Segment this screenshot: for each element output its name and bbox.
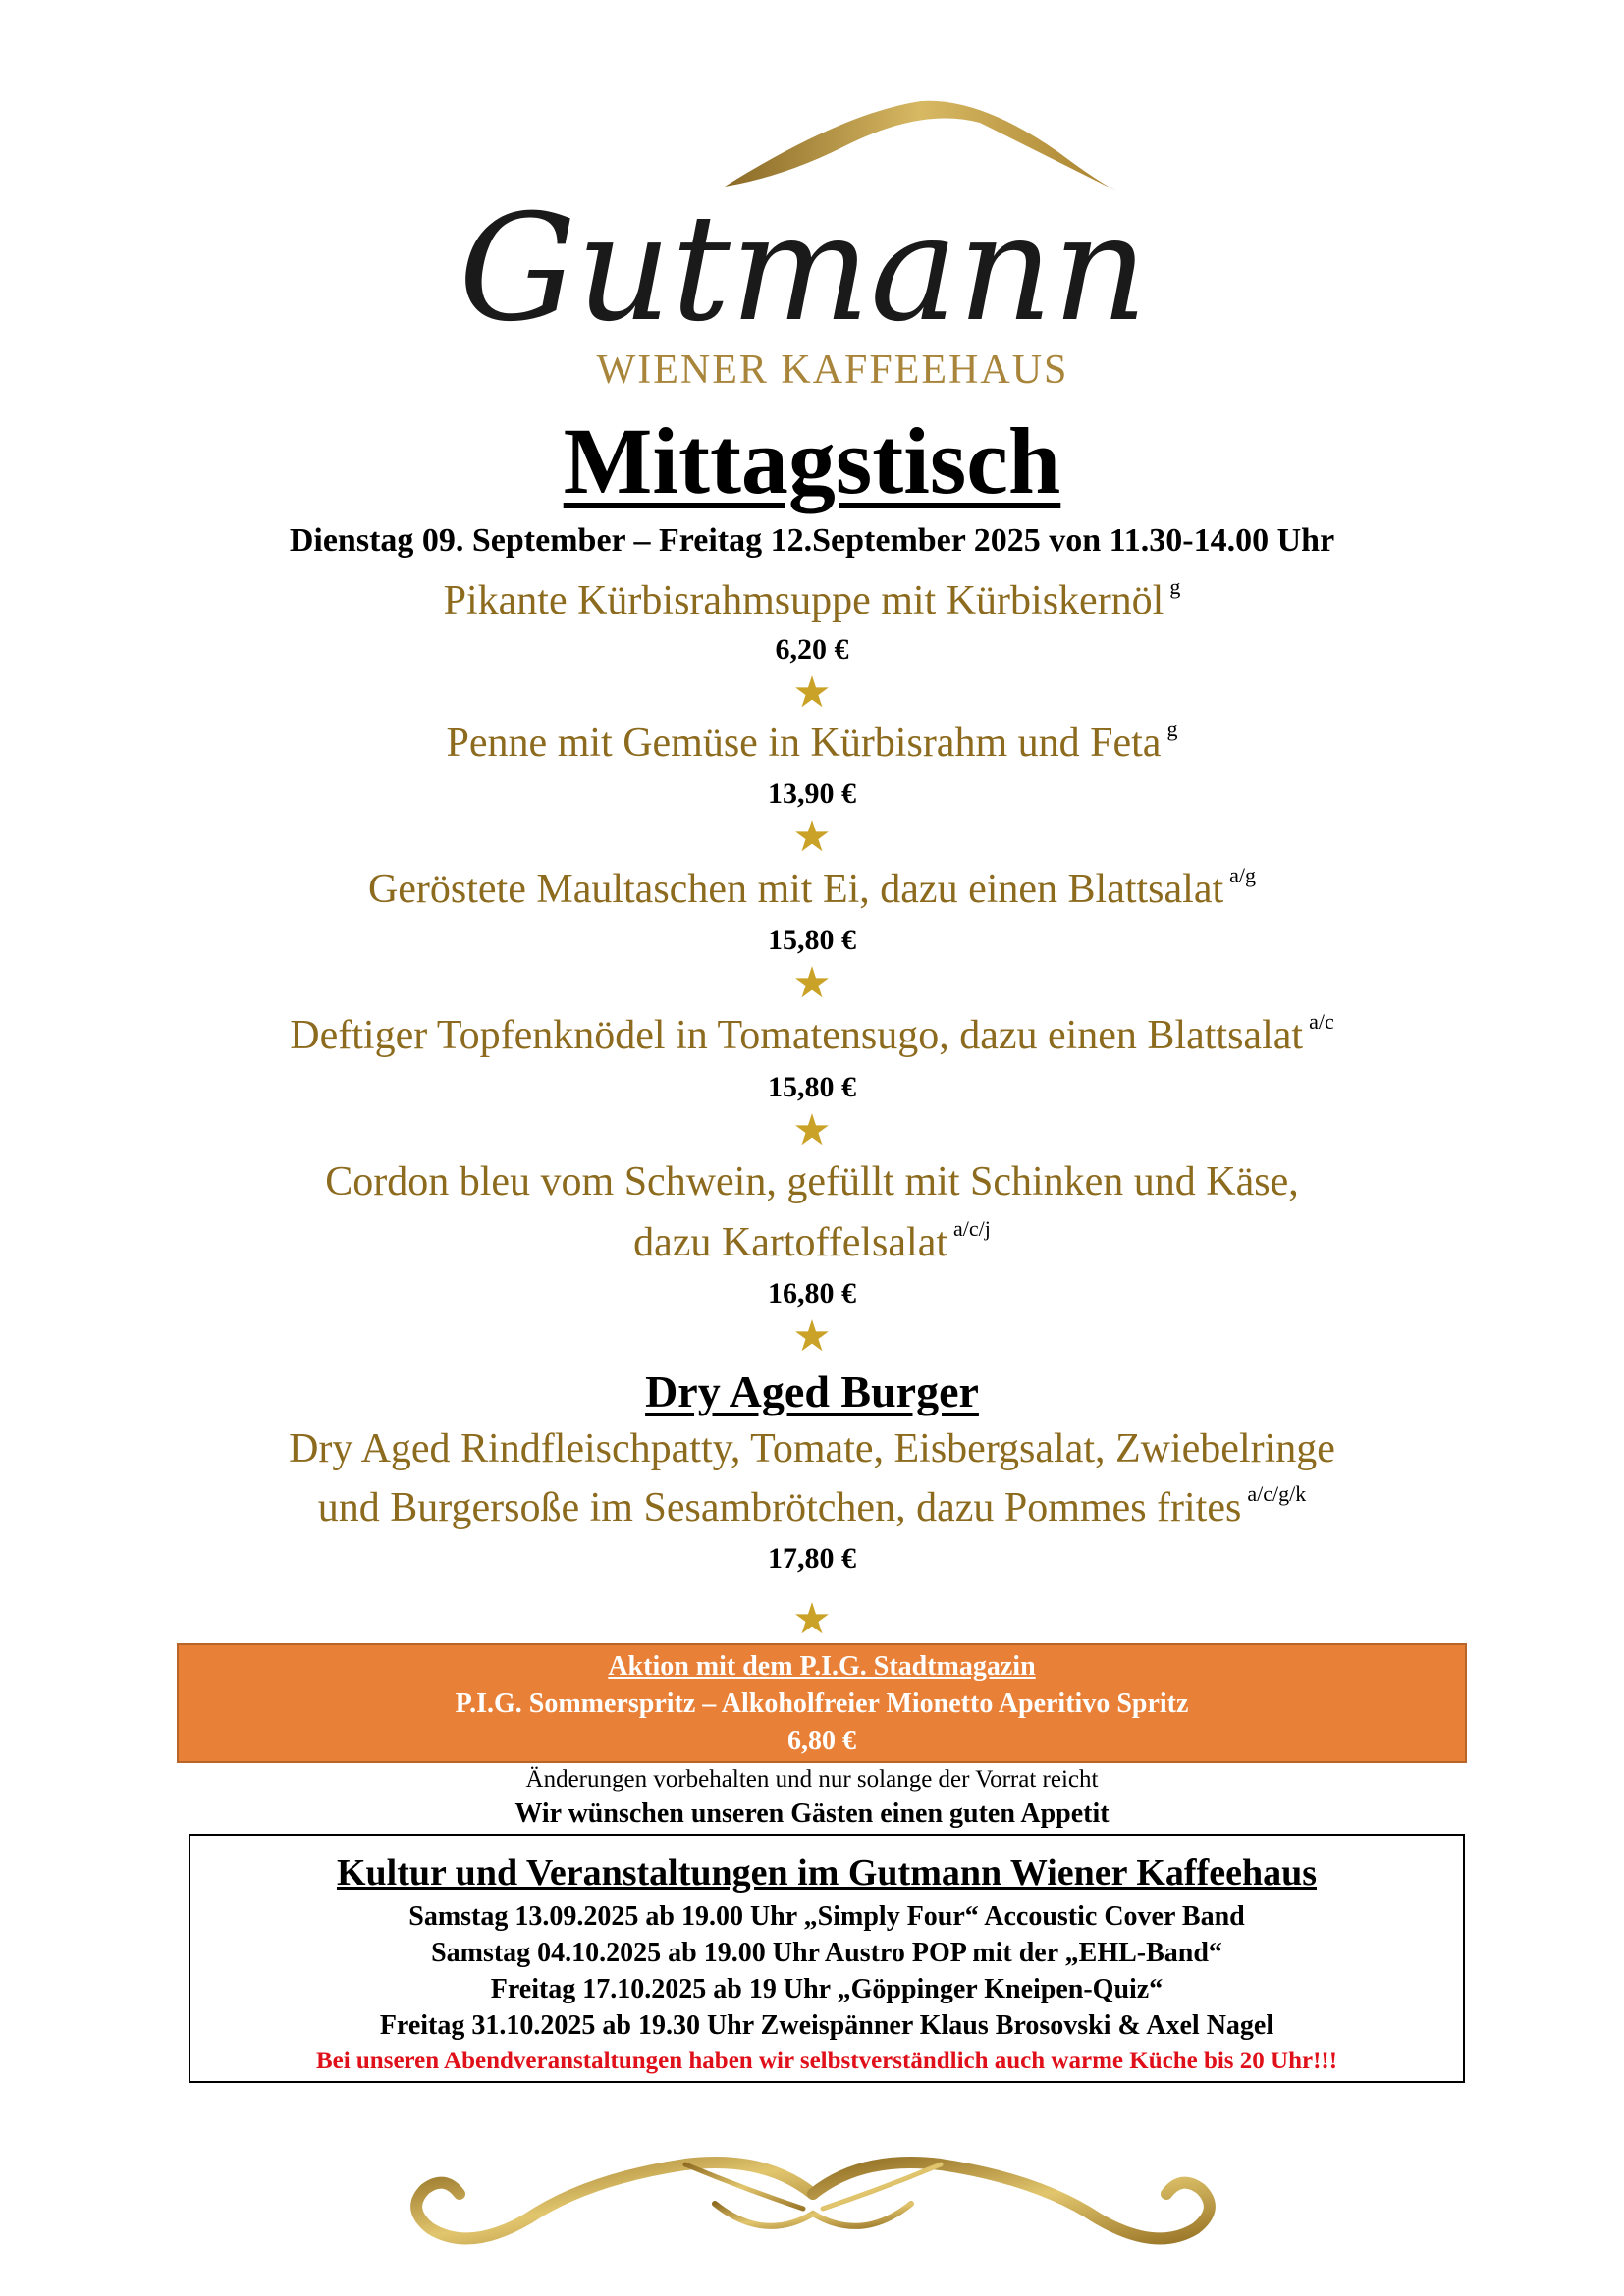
dish-name: dazu Kartoffelsalat: [633, 1220, 948, 1265]
star-icon: ★: [792, 1312, 832, 1361]
dish-1: [0, 571, 1624, 630]
logo-subline: WIENER KAFFEEHAUS: [596, 347, 1069, 393]
kitchen-notice: Bei unseren Abendveranstaltungen haben wir selbstverständlich auch warme Küche bis 20 Uhr!!!: [315, 2048, 1338, 2074]
allergen-code: g: [1166, 717, 1178, 742]
dish-price: 6,20 €: [775, 633, 849, 666]
star-icon: ★: [792, 1595, 832, 1643]
star-icon: ★: [792, 959, 832, 1007]
allergen-code: g: [1169, 574, 1181, 600]
dish-price: 16,80 €: [768, 1277, 856, 1309]
burger-heading: Dry Aged Burger: [645, 1366, 979, 1416]
date-line: Dienstag 09. September – Freitag 12.September 2025 von 11.30-14.00 Uhr: [289, 522, 1335, 559]
logo-wordmark: Gutmann: [459, 184, 1148, 354]
dish-2: [0, 714, 1624, 773]
dish-name: Pikante Kürbisrahmsuppe mit Kürbiskernöl: [443, 578, 1164, 623]
dish-4: [0, 1006, 1624, 1065]
events-box: [189, 1834, 1465, 2083]
allergen-code: a/c: [1309, 1009, 1334, 1035]
event-item: Freitag 17.10.2025 ab 19 Uhr „Göppinger Kneipen-Quiz“: [490, 1974, 1164, 2004]
promo-item: P.I.G. Sommerspritz – Alkoholfreier Mionetto Aperitivo Spritz: [455, 1688, 1189, 1719]
gutmann-logo: [430, 93, 1206, 402]
event-item: Samstag 04.10.2025 ab 19.00 Uhr Austro POP mit der „EHL-Band“: [431, 1938, 1222, 1968]
disclaimer: Änderungen vorbehalten und nur solange der Vorrat reicht: [525, 1766, 1099, 1792]
dish-3: [0, 860, 1624, 919]
flourish-ornament: [391, 2135, 1235, 2258]
allergen-code: a/c/j: [953, 1216, 991, 1242]
dish-name: Deftiger Topfenknödel in Tomatensugo, dazu einen Blattsalat: [290, 1013, 1304, 1058]
events-heading: Kultur und Veranstaltungen im Gutmann Wiener Kaffeehaus: [336, 1852, 1318, 1894]
burger-line1: Dry Aged Rindfleischpatty, Tomate, Eisbergsalat, Zwiebelringe: [289, 1426, 1335, 1471]
roof-swoosh: [725, 101, 1117, 191]
greeting: Wir wünschen unseren Gästen einen guten Appetit: [514, 1798, 1110, 1829]
dish-name: Penne mit Gemüse in Kürbisrahm und Feta: [446, 721, 1162, 766]
promo-heading: Aktion mit dem P.I.G. Stadtmagazin: [608, 1651, 1036, 1682]
allergen-code: a/g: [1229, 863, 1257, 888]
promo-box: [177, 1643, 1467, 1763]
dish-price: 15,80 €: [768, 924, 856, 956]
event-item: Samstag 13.09.2025 ab 19.00 Uhr „Simply Four“ Accoustic Cover Band: [408, 1901, 1245, 1932]
dish-name: Geröstete Maultaschen mit Ei, dazu einen Blattsalat: [367, 867, 1224, 912]
promo-price: 6,80 €: [787, 1726, 856, 1756]
dish-5-line1: Cordon bleu vom Schwein, gefüllt mit Schinken und Käse,: [325, 1159, 1299, 1204]
page-title: Mittagstisch: [563, 408, 1061, 513]
dish-price: 15,80 €: [768, 1071, 856, 1103]
star-icon: ★: [792, 813, 832, 861]
event-item: Freitag 31.10.2025 ab 19.30 Uhr Zweispänner Klaus Brosovski & Axel Nagel: [379, 2010, 1274, 2041]
burger-price: 17,80 €: [768, 1542, 856, 1575]
dish-price: 13,90 €: [768, 777, 856, 810]
burger-line2: [0, 1478, 1624, 1537]
allergen-code: a/c/g/k: [1247, 1481, 1307, 1507]
star-icon: ★: [792, 668, 832, 717]
dish-name: und Burgersoße im Sesambrötchen, dazu Pommes frites: [317, 1485, 1242, 1530]
dish-5-line2: [0, 1213, 1624, 1272]
star-icon: ★: [792, 1106, 832, 1154]
